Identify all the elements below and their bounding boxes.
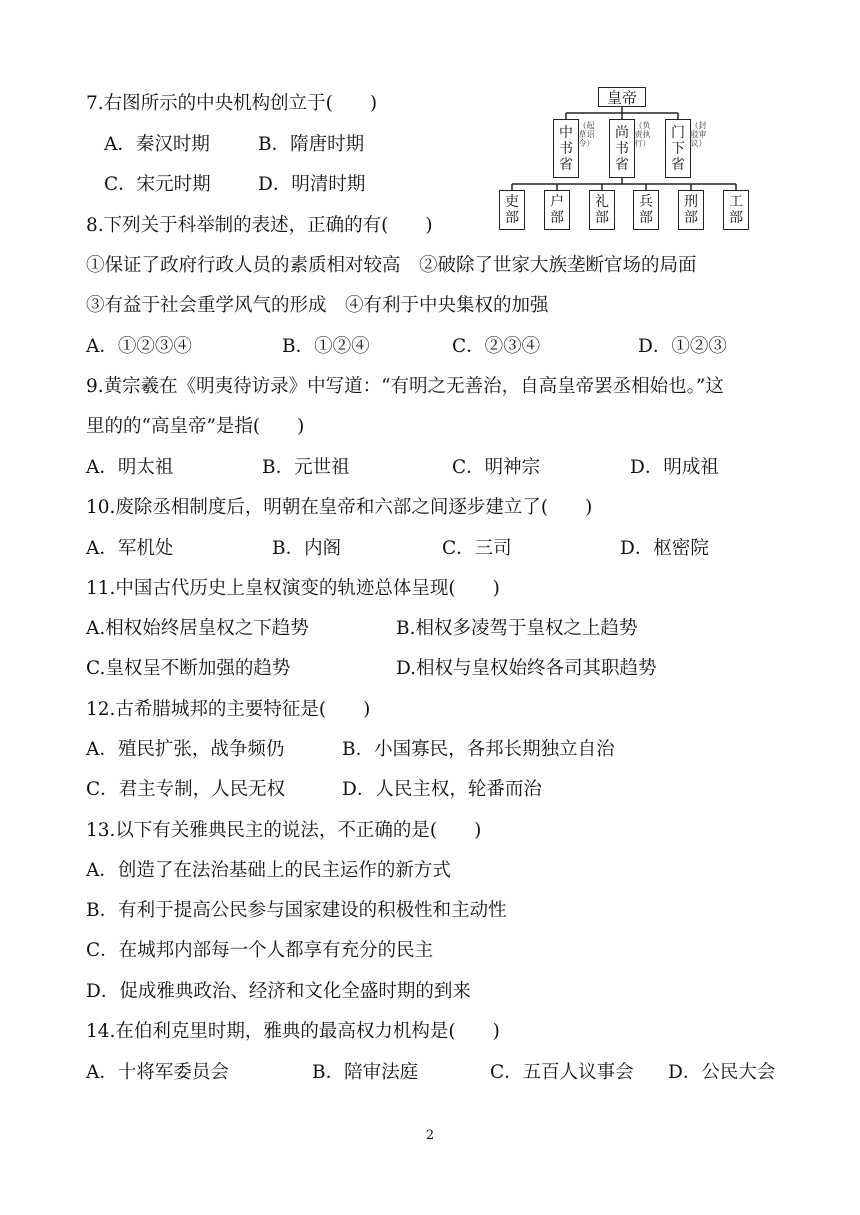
q9-stem-line-1: 9.黄宗羲在《明夷待访录》中写道：“有明之无善治，自高皇帝罢丞相始也。”这 bbox=[86, 376, 724, 397]
province-box-zhongshu bbox=[553, 119, 579, 178]
province-note-menxia: （封驳审议） bbox=[690, 121, 707, 148]
q8-option-c: C．②③④ bbox=[452, 336, 541, 357]
q12-option-d: D．人民主权，轮番而治 bbox=[342, 779, 542, 800]
q13-option-c: C．在城邦内部每一个人都享有充分的民主 bbox=[86, 940, 434, 961]
province-name-menxia: 门下省 bbox=[671, 124, 685, 173]
q14-stem: 14.在伯利克里时期，雅典的最高权力机构是( ) bbox=[86, 1021, 500, 1042]
ministry-box-gong bbox=[723, 190, 749, 230]
q8-stem: 8.下列关于科举制的表述，正确的有( ) bbox=[86, 215, 433, 236]
q8-statements-1: ①保证了政府行政人员的素质相对较高 ②破除了世家大族垄断官场的局面 bbox=[86, 255, 697, 276]
q9-stem-line-2: 里的的“高皇帝”是指( ) bbox=[86, 416, 305, 437]
emperor-box: 皇帝 bbox=[598, 87, 646, 107]
q7-stem: 7.右图所示的中央机构创立于( ) bbox=[86, 93, 378, 114]
province-note-zhongshu: （起草诏令） bbox=[578, 121, 595, 148]
q12-option-c: C．君主专制，人民无权 bbox=[86, 779, 286, 800]
q9-option-b: B．元世祖 bbox=[262, 457, 350, 478]
q13-stem: 13.以下有关雅典民主的说法，不正确的是( ) bbox=[86, 820, 482, 841]
ministry-name: 吏部 bbox=[505, 194, 519, 226]
q14-option-a: A．十将军委员会 bbox=[86, 1062, 229, 1083]
q7-option-a: A．秦汉时期 bbox=[104, 134, 210, 155]
q9-option-d: D．明成祖 bbox=[630, 457, 719, 478]
q10-option-c: C．三司 bbox=[442, 538, 512, 559]
ministry-box-xing bbox=[678, 190, 704, 230]
q11-option-c: C.皇权呈不断加强的趋势 bbox=[86, 658, 291, 679]
q8-option-d: D．①②③ bbox=[638, 336, 727, 357]
q11-option-d: D.相权与皇权始终各司其职趋势 bbox=[396, 658, 657, 679]
ministry-box-li-personnel bbox=[499, 190, 525, 230]
q9-option-a: A．明太祖 bbox=[86, 457, 174, 478]
q7-option-d: D．明清时期 bbox=[258, 174, 366, 195]
q8-statements-2: ③有益于社会重学风气的形成 ④有利于中央集权的加强 bbox=[86, 295, 549, 316]
q13-option-b: B．有利于提高公民参与国家建设的积极性和主动性 bbox=[86, 900, 507, 921]
ministry-name: 工部 bbox=[729, 194, 743, 226]
province-box-shangshu bbox=[609, 119, 635, 178]
q7-option-b: B．隋唐时期 bbox=[258, 134, 365, 155]
page-number: 2 bbox=[425, 1128, 435, 1143]
ministry-name: 户部 bbox=[550, 194, 564, 226]
q14-option-b: B．陪审法庭 bbox=[312, 1062, 419, 1083]
ministry-name: 兵部 bbox=[639, 194, 653, 226]
ministry-box-bing bbox=[633, 190, 659, 230]
q8-option-b: B．①②④ bbox=[282, 336, 370, 357]
ministry-name: 礼部 bbox=[595, 194, 609, 226]
q10-stem: 10.废除丞相制度后，明朝在皇帝和六部之间逐步建立了( ) bbox=[86, 497, 593, 518]
q10-option-b: B．内阁 bbox=[272, 538, 342, 559]
province-box-menxia bbox=[665, 119, 691, 178]
ministry-box-li-rites bbox=[589, 190, 615, 230]
q13-option-d: D．促成雅典政治、经济和文化全盛时期的到来 bbox=[86, 981, 471, 1002]
q13-option-a: A．创造了在法治基础上的民主运作的新方式 bbox=[86, 860, 451, 881]
q9-option-c: C．明神宗 bbox=[452, 457, 541, 478]
q12-stem: 12.古希腊城邦的主要特征是( ) bbox=[86, 699, 371, 720]
q8-option-a: A．①②③④ bbox=[86, 336, 192, 357]
province-name-zhongshu: 中书省 bbox=[559, 124, 573, 173]
q14-option-d: D．公民大会 bbox=[668, 1062, 776, 1083]
q7-option-c: C．宋元时期 bbox=[104, 174, 211, 195]
q14-option-c: C．五百人议事会 bbox=[490, 1062, 634, 1083]
q12-option-a: A．殖民扩张，战争频仍 bbox=[86, 739, 285, 760]
q10-option-a: A．军机处 bbox=[86, 538, 174, 559]
q11-option-b: B.相权多凌驾于皇权之上趋势 bbox=[396, 618, 638, 639]
q11-option-a: A.相权始终居皇权之下趋势 bbox=[86, 618, 309, 639]
ministry-box-hu bbox=[544, 190, 570, 230]
q12-option-b: B．小国寡民，各邦长期独立自治 bbox=[342, 739, 615, 760]
q10-option-d: D．枢密院 bbox=[620, 538, 709, 559]
province-note-shangshu: （负责执行） bbox=[634, 121, 651, 148]
province-name-shangshu: 尚书省 bbox=[615, 124, 629, 173]
q11-stem: 11.中国古代历史上皇权演变的轨迹总体呈现( ) bbox=[86, 578, 500, 599]
ministry-name: 刑部 bbox=[684, 194, 698, 226]
